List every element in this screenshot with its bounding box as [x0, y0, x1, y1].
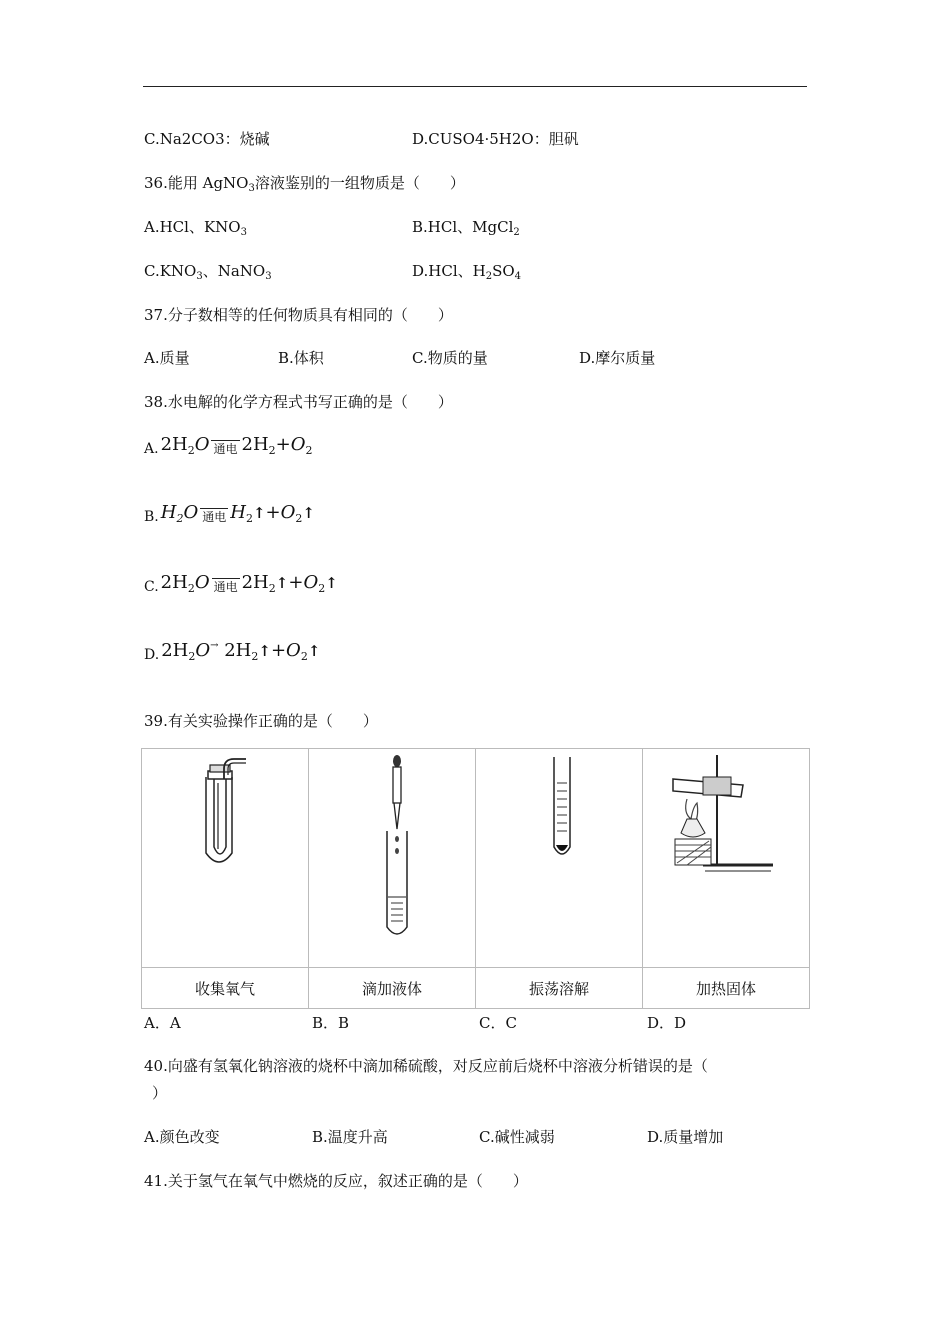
- gas-arrow-icon: ↑: [307, 642, 321, 660]
- electrolysis-condition: 通电: [213, 442, 238, 456]
- gas-arrow-icon: ↑: [275, 574, 289, 592]
- q36-option-b: B.HCl、MgCl$_2$: [412, 218, 520, 238]
- dropper-and-tube-icon: [309, 749, 475, 963]
- q38-option-c: C. $2H_2O$ 通电 $2H_2↑+O_2↑$: [144, 572, 338, 595]
- small-arrow-icon: →: [210, 640, 219, 651]
- q38-option-d: D. $2H_2O^\to$ $2H_2↑+O_2↑$: [144, 640, 321, 663]
- q39-option-b: B．B: [312, 1014, 350, 1032]
- gas-arrow-icon: ↑: [302, 504, 315, 522]
- q40-option-c: C.碱性减弱: [479, 1128, 555, 1146]
- q40-option-b: B.温度升高: [312, 1128, 388, 1146]
- experiment-operations-table: [141, 748, 810, 1009]
- electrolysis-condition: 通电: [202, 510, 227, 524]
- q40-stem-line1: 40.向盛有氢氧化钠溶液的烧杯中滴加稀硫酸，对反应前后烧杯中溶液分析错误的是（: [144, 1057, 708, 1075]
- q36-option-c: $C.KNO_3$、NaNO$_3$: [144, 262, 272, 282]
- q39-option-a: A．A: [144, 1014, 181, 1032]
- caption-shake-dissolve: 振荡溶解: [476, 968, 643, 1009]
- gas-arrow-icon: ↑: [258, 642, 271, 660]
- caption-add-liquid: 滴加液体: [309, 968, 476, 1009]
- q38-option-b: B. $H_2O$ 通电 $H_2↑+O_2↑$: [144, 502, 315, 525]
- caption-heat-solid: 加热固体: [643, 968, 810, 1009]
- shake-dissolve-figure: [476, 749, 643, 968]
- q36-option-d: D.HCl、$H_2SO_4$: [412, 262, 522, 282]
- electrolysis-condition: 通电: [213, 580, 238, 594]
- q40-stem-line2: ）: [152, 1084, 168, 1102]
- gas-collection-tube-icon: [142, 749, 308, 963]
- heating-apparatus-icon: [643, 749, 809, 963]
- q38-stem: 38.水电解的化学方程式书写正确的是（ ）: [144, 393, 453, 411]
- add-liquid-figure: [309, 749, 476, 968]
- caption-collect-oxygen: 收集氧气: [142, 968, 309, 1009]
- gas-arrow-icon: ↑: [325, 574, 338, 592]
- q39-stem: 39.有关实验操作正确的是（ ）: [144, 712, 378, 730]
- q37-stem: 37.分子数相等的任何物质具有相同的（ ）: [144, 306, 453, 324]
- collect-oxygen-figure: [142, 749, 309, 968]
- q36-option-a: A.HCl、$KNO_3$: [144, 218, 247, 238]
- q39-option-d: D．D: [647, 1014, 687, 1032]
- q37-option-c: C.物质的量: [412, 349, 488, 367]
- q35-option-c: C.Na2CO3：烧碱: [144, 130, 270, 148]
- q39-option-c: C．C: [479, 1014, 517, 1032]
- q41-stem: 41.关于氢气在氧气中燃烧的反应，叙述正确的是（ ）: [144, 1172, 528, 1190]
- q35-option-d: D.CUSO4·5H2O：胆矾: [412, 130, 579, 148]
- heat-solid-figure: [643, 749, 810, 968]
- q40-option-d: D.质量增加: [647, 1128, 724, 1146]
- q40-option-a: A.颜色改变: [144, 1128, 220, 1146]
- q36-stem: 36.能用 AgNO$_3$溶液鉴别的一组物质是（ ）: [144, 174, 465, 194]
- q38-option-a: A. $2H_2O$ 通电 $2H_2+O_2$: [144, 434, 313, 457]
- q37-option-d: D.摩尔质量: [579, 349, 656, 367]
- header-rule: [143, 86, 807, 87]
- test-tube-shaking-icon: [476, 749, 642, 963]
- q37-option-b: B.体积: [278, 349, 324, 367]
- q37-option-a: A.质量: [144, 349, 190, 367]
- gas-arrow-icon: ↑: [252, 504, 266, 522]
